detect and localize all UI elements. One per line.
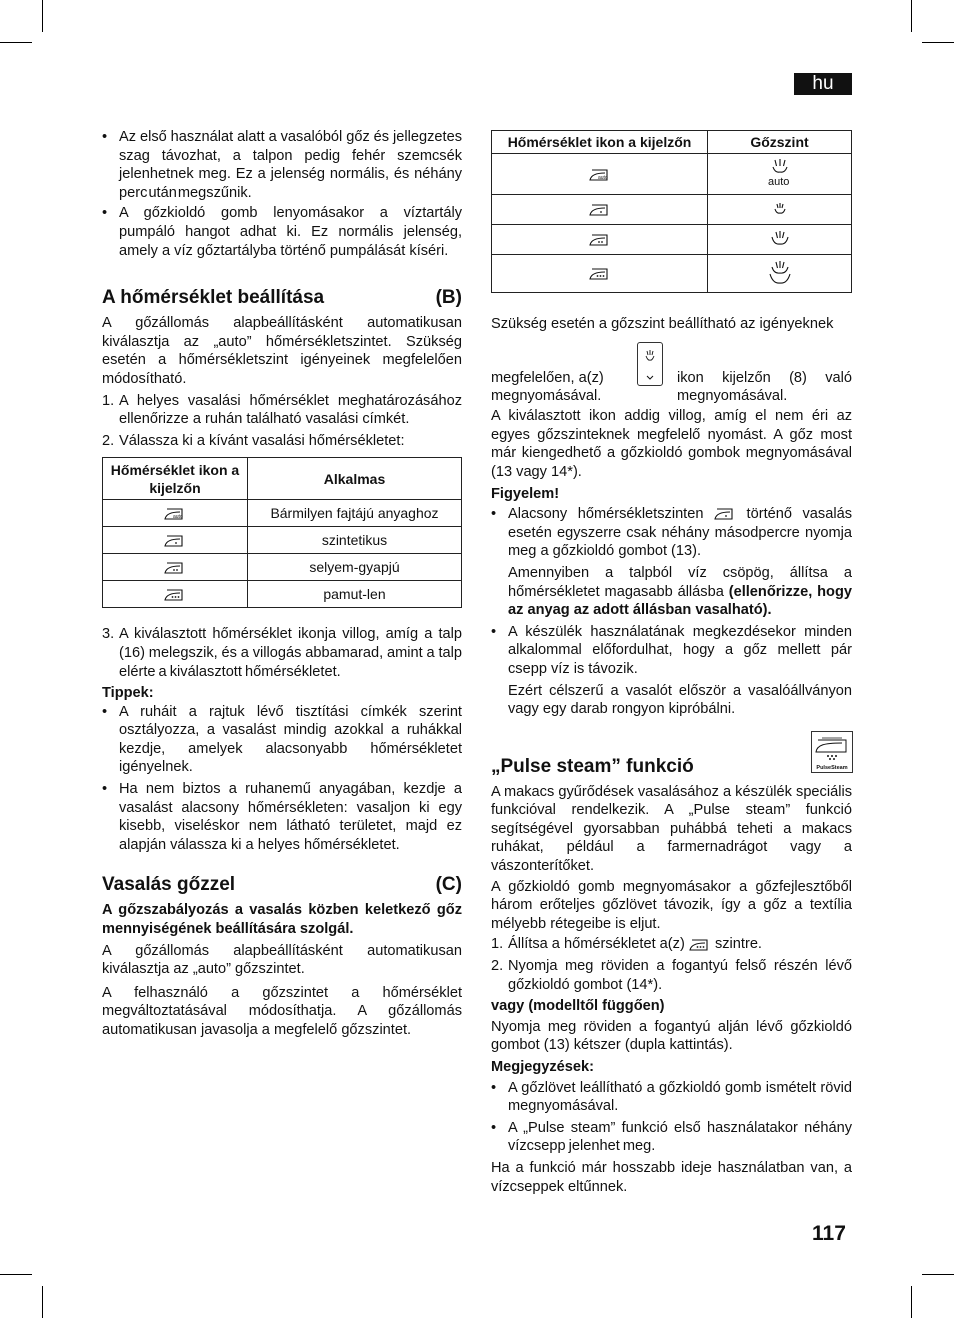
iron-1dot-icon xyxy=(589,201,611,219)
svg-text:auto: auto xyxy=(173,513,183,520)
table-row xyxy=(103,500,462,527)
step-text: Válassza ki a kívánt vasalási hőmérsékletet: xyxy=(119,432,405,449)
table-row xyxy=(103,581,462,608)
pulse-paragraph: A makacs gyűrődések vasalásához a készülék speciális funkcióval rendelkezik. A „Pulse steam” funkció segítségével gyorsabban puhábbá teheti a makacs ruhákat, például a farmernadrágot vagy a vászonterítőket. xyxy=(491,783,852,875)
list-item xyxy=(102,625,462,681)
pulse-steam-heading xyxy=(491,755,852,779)
section-c-paragraph: A felhasználó a gőzszintet a hőmérséklet megváltoztatásával módosíthatja. A gőzállomás automatikusan javasolja a megfelelő gőzszintet. xyxy=(102,984,462,1038)
crop-mark xyxy=(922,42,954,43)
left-column xyxy=(102,128,462,1040)
steam-paragraph: A kiválasztott ikon addig villog, amíg el nem éri az egyes gőzszinteknek megfelelő nyomást. A gőz most már kiengedhető a gőzkioldó gombok megnyomásával (13 vagy 14*). xyxy=(491,408,852,480)
table-cell: Bármilyen fajtájú anyaghoz xyxy=(248,500,462,527)
sub-paragraph: Ezért célszerű a vasalót először a vasalóállványon vagy egy darab rongyon kipróbálni. xyxy=(508,682,852,718)
table-header: Alkalmas xyxy=(248,458,462,500)
table-cell: selyem-gyapjú xyxy=(248,554,462,581)
list-item xyxy=(491,957,852,994)
table-row xyxy=(492,195,852,225)
iron-3dot-icon xyxy=(689,936,711,954)
step-text: A kiválasztott hőmérséklet ikonja villog, amíg a talp (16) melegszik, és a villogás abbamarad, amint a talp elérte a kiválasztott hőmérsékletet. xyxy=(119,626,462,680)
list-item: • A gőzkioldó gomb lenyomásakor a víztartály pumpáló hangot adhat ki. Ez normális jelenség, amely a víz gőztartályba történő pumpálását kíséri. xyxy=(102,204,462,260)
table-row xyxy=(103,527,462,554)
steam-low-icon xyxy=(770,201,790,219)
section-b-step3 xyxy=(102,625,462,681)
pulse-paragraph: A gőzkioldó gomb megnyomásakor a gőzfejlesztőből három erőteljes gőzlövet távozik, így a gőz a textília mélyebb rétegeibe is eljut. xyxy=(491,878,852,932)
crop-mark xyxy=(42,0,43,32)
steam-button-icon xyxy=(637,342,663,386)
table-row xyxy=(103,554,462,581)
notes-list xyxy=(491,1079,852,1156)
iron-auto-icon xyxy=(164,505,186,523)
iron-3dot-icon xyxy=(164,586,186,604)
steam-paragraph: Szükség esetén a gőzszint beállítható az igényeknek xyxy=(491,316,834,332)
crop-mark xyxy=(0,1274,32,1275)
pulse-paragraph: Ha a funkció már hosszabb ideje használatban van, a vízcseppek eltűnnek. xyxy=(491,1159,852,1195)
iron-1dot-icon xyxy=(714,505,736,523)
table-row xyxy=(492,255,852,293)
attention-list xyxy=(491,505,852,719)
text-fragment: szintre. xyxy=(714,936,762,953)
steam-auto-icon xyxy=(763,157,797,191)
pulse-steam-icon xyxy=(811,731,853,773)
table-cell xyxy=(103,554,248,581)
text-fragment: A készülék használatának megkezdésekor minden alkalommal előfordulhat, hogy a gőz mellett pár csepp víz is távozik. xyxy=(508,623,852,677)
section-c-tag: (C) xyxy=(435,874,462,896)
pulse-steps xyxy=(491,935,852,994)
tips-list xyxy=(102,703,462,855)
text-fragment: ikon kijelzőn (8) való megnyomásával. xyxy=(677,369,852,405)
steam-medium-icon xyxy=(767,229,793,251)
attention-title: Figyelem! xyxy=(491,485,560,502)
iron-3dot-icon xyxy=(589,265,611,283)
table-cell: pamut-len xyxy=(248,581,462,608)
text-fragment: megfelelően, a(z) xyxy=(491,369,604,386)
crop-mark xyxy=(42,1286,43,1318)
text-fragment: Állítsa a hőmérsékletet a(z) xyxy=(508,936,685,953)
text-fragment: (ellenőrizze, hogy az anyag az adott állásban vasalható). xyxy=(508,583,852,619)
table-cell: szintetikus xyxy=(248,527,462,554)
table-header: Gőzszint xyxy=(708,131,852,154)
list-item: • A gőzlövet leállítható a gőzkioldó gomb ismételt rövid megnyomásával. xyxy=(491,1079,852,1116)
section-b-steps xyxy=(102,392,462,451)
table-cell xyxy=(708,195,852,225)
list-item: • Ha nem biztos a ruhanemű anyagában, kezdje a vasalást alacsony hőmérsékleten: vasaljon ki egy kisebb, viseléskor nem látható területet, majd ez alapján válassza ki a helyes hőmérsékletet. xyxy=(102,780,462,854)
section-b-tag: (B) xyxy=(435,287,462,309)
tips-title: Tippek: xyxy=(102,685,154,702)
steam-paragraph-with-icon xyxy=(491,348,852,405)
svg-text:PulseSteam: PulseSteam xyxy=(816,765,848,771)
table-cell xyxy=(103,500,248,527)
steam-high-icon xyxy=(765,259,795,289)
table-cell xyxy=(103,527,248,554)
step-number: 1. xyxy=(102,392,115,409)
right-column xyxy=(491,130,852,1196)
text-fragment: Amennyiben a talpból víz csöpög, állítsa a hőmérsékletet magasabb állásba xyxy=(508,564,852,600)
crop-mark xyxy=(911,0,912,32)
table-header: Hőmérséklet ikon a kijelzőn xyxy=(103,458,248,500)
section-c-title: Vasalás gőzzel xyxy=(102,874,236,896)
list-item xyxy=(102,392,462,429)
table-header: Hőmérséklet ikon a kijelzőn xyxy=(492,131,708,154)
step-text: Nyomja meg röviden a fogantyú felső részén lévő gőzkioldó gombot (14*). xyxy=(508,958,852,993)
section-c-paragraph: A gőzállomás alapbeállításként automatikusan kiválasztja az „auto” gőzszintet. xyxy=(102,942,462,978)
list-item xyxy=(102,432,462,451)
section-c-heading xyxy=(102,873,462,897)
steam-paragraph: megnyomásával. xyxy=(491,387,602,404)
section-c-bold-intro: A gőzszabályozás a vasalás közben keletkező gőz mennyiségének beállítására szolgál. xyxy=(102,902,462,938)
table-row xyxy=(492,225,852,255)
step-number: 3. xyxy=(102,626,115,643)
svg-text:auto: auto xyxy=(767,176,789,188)
text-fragment: történő vasalás esetén egyszerre csak néhány másodpercre nyomja meg a gőzkioldó gombot (13). xyxy=(508,506,852,560)
temperature-table xyxy=(102,457,462,608)
step-text: A helyes vasalási hőmérséklet meghatározásához ellenőrizze a ruhán található vasalási címkét. xyxy=(119,392,462,428)
intro-bullets xyxy=(102,128,462,260)
table-cell xyxy=(492,225,708,255)
step-number: 2. xyxy=(102,432,115,449)
iron-2dot-icon xyxy=(589,231,611,249)
text-fragment: Alacsony hőmérsékletszinten xyxy=(508,506,704,523)
table-cell xyxy=(103,581,248,608)
table-cell xyxy=(708,225,852,255)
crop-mark xyxy=(922,1274,954,1275)
table-cell xyxy=(708,255,852,293)
pulse-steam-title: „Pulse steam” funkció xyxy=(491,755,694,777)
list-item xyxy=(491,505,852,620)
language-badge: hu xyxy=(794,73,852,95)
pulse-paragraph: Nyomja meg röviden a fogantyú alján lévő gőzkioldó gombot (13) kétszer (dupla kattintás). xyxy=(491,1018,852,1054)
table-cell xyxy=(492,154,708,195)
step-number: 1. xyxy=(491,936,504,953)
table-cell xyxy=(492,255,708,293)
section-b-title: A hőmérséklet beállítása xyxy=(102,287,325,309)
iron-2dot-icon xyxy=(164,559,186,577)
list-item: • Az első használat alatt a vasalóból gőz és jellegzetes szag távozhat, a talpon pedig fehér szemcsék jelenhetnek meg. Ez a jelenség normális, és néhány perc után megszűnik. xyxy=(102,128,462,202)
crop-mark xyxy=(911,1286,912,1318)
list-item xyxy=(491,935,852,954)
table-cell xyxy=(492,195,708,225)
table-cell xyxy=(708,154,852,195)
list-item xyxy=(491,623,852,719)
sub-paragraph xyxy=(508,564,852,620)
svg-text:auto: auto xyxy=(597,174,608,181)
section-b-intro: A gőzállomás alapbeállításként automatikusan kiválasztja az „auto” hőmérsékletszintet. Szükség esetén a hőmérsékletszint igényeinek megfelelően módosítható. xyxy=(102,315,462,387)
page-number: 117 xyxy=(812,1222,846,1245)
iron-auto-icon xyxy=(589,166,611,184)
iron-1dot-icon xyxy=(164,532,186,550)
pulse-or-label: vagy (modelltől függően) xyxy=(491,998,665,1015)
notes-title: Megjegyzések: xyxy=(491,1059,595,1075)
table-row xyxy=(492,154,852,195)
steam-level-table xyxy=(491,130,852,293)
list-item: • A „Pulse steam” funkció első használatakor néhány vízcsepp jelenhet meg. xyxy=(491,1119,852,1156)
crop-mark xyxy=(0,42,32,43)
section-b-heading xyxy=(102,286,462,310)
step-number: 2. xyxy=(491,958,504,975)
list-item: • A ruháit a rajtuk lévő tisztítási címkék szerint osztályozza, a vasalást mindig azokkal a ruhákkal kezdje, amelyek alacsonyabb hőmérsékletet igényelnek. xyxy=(102,703,462,777)
